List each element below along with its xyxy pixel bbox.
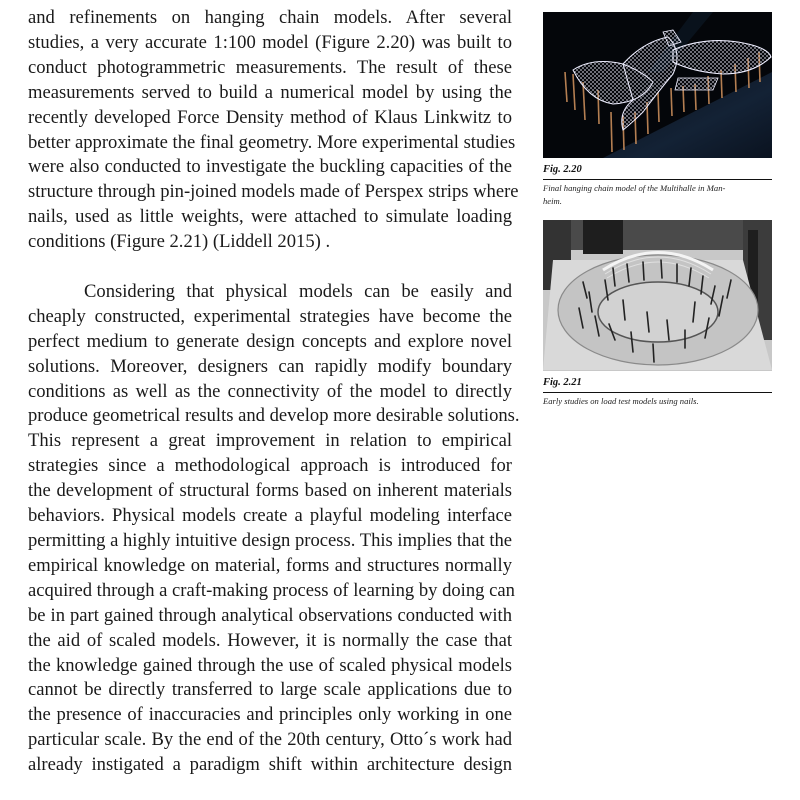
figure-2-20 — [543, 12, 772, 207]
text-line: studies, a very accurate 1:100 model (Figure 2.20) was built to — [28, 31, 512, 53]
figure-2-21 — [543, 220, 772, 408]
figure-sidebar — [543, 12, 772, 408]
text-line: solutions. Moreover, designers can rapidly modify boundary — [28, 355, 512, 377]
text-line: acquired through a craft-making process of learning by doing can — [28, 579, 515, 601]
text-line: Considering that physical models can be easily and — [84, 280, 512, 302]
figure-caption — [543, 395, 772, 408]
figure-label: Fig. 2.21 — [543, 376, 772, 393]
figure-caption — [543, 182, 772, 207]
body-text-column — [28, 6, 520, 778]
text-line: behaviors. Physical models create a playful modeling interface — [28, 505, 512, 527]
text-line: produce geometrical results and develop more desirable solutions. — [28, 405, 520, 427]
text-line: nails, used as little weights, were attached to simulate loading — [28, 206, 512, 228]
text-line: particular scale. By the end of the 20th century, Otto´s work had — [28, 729, 512, 751]
text-line: permitting a highly intuitive design process. This implies that the — [28, 530, 513, 552]
text-line: the knowledge gained through the use of scaled physical models — [28, 654, 512, 676]
hanging-chain-model-illustration — [543, 12, 772, 158]
text-line: better approximate the final geometry. More experimental studies — [28, 131, 516, 153]
paragraph-1 — [28, 6, 519, 255]
text-line: recently developed Force Density method of Klaus Linkwitz to — [28, 106, 512, 128]
caption-line: Final hanging chain model of the Multihalle in Man- — [543, 183, 726, 193]
hanging-chain-model-image — [543, 12, 772, 158]
nail-load-test-model-image — [543, 220, 772, 371]
text-line: already instigated a paradigm shift within architecture design — [28, 754, 512, 776]
text-line: conditions (Figure 2.21) (Liddell 2015) . — [28, 231, 331, 253]
text-line: strategies since a methodological approach is introduced for — [28, 455, 512, 477]
caption-line: heim. — [543, 195, 562, 206]
text-line: the development of structural forms based on inherent materials — [28, 480, 512, 502]
text-line: be in part gained through analytical observations conducted with — [28, 604, 512, 626]
text-line: empirical knowledge on material, forms and structures normally — [28, 554, 512, 576]
nail-load-test-model-illustration — [543, 220, 772, 371]
text-line: cannot be directly transferred to large scale applications due to — [28, 679, 512, 701]
text-line: This represent a great improvement in relation to empirical — [28, 430, 512, 452]
text-line: cheaply constructed, experimental strategies have become the — [28, 305, 512, 327]
text-line: and refinements on hanging chain models. After several — [28, 7, 512, 28]
figure-label: Fig. 2.20 — [543, 163, 772, 180]
caption-line: Early studies on load test models using nails. — [543, 396, 699, 406]
text-line: conditions as well as the connectivity of the model to directly — [28, 380, 512, 402]
text-line: the presence of inaccuracies and principles only working in one — [28, 704, 512, 726]
text-line: perfect medium to generate design concepts and explore novel — [28, 330, 512, 352]
text-line: structure through pin-joined models made of Perspex strips where — [28, 181, 519, 203]
text-line: the aid of scaled models. However, it is normally the case that — [28, 629, 512, 651]
text-line: measurements served to build a numerical model by using the — [28, 81, 512, 103]
text-line: were also conducted to investigate the buckling capacities of the — [28, 156, 512, 178]
text-line: conduct photogrammetric measurements. The result of these — [28, 56, 512, 78]
paragraph-2 — [28, 280, 520, 778]
